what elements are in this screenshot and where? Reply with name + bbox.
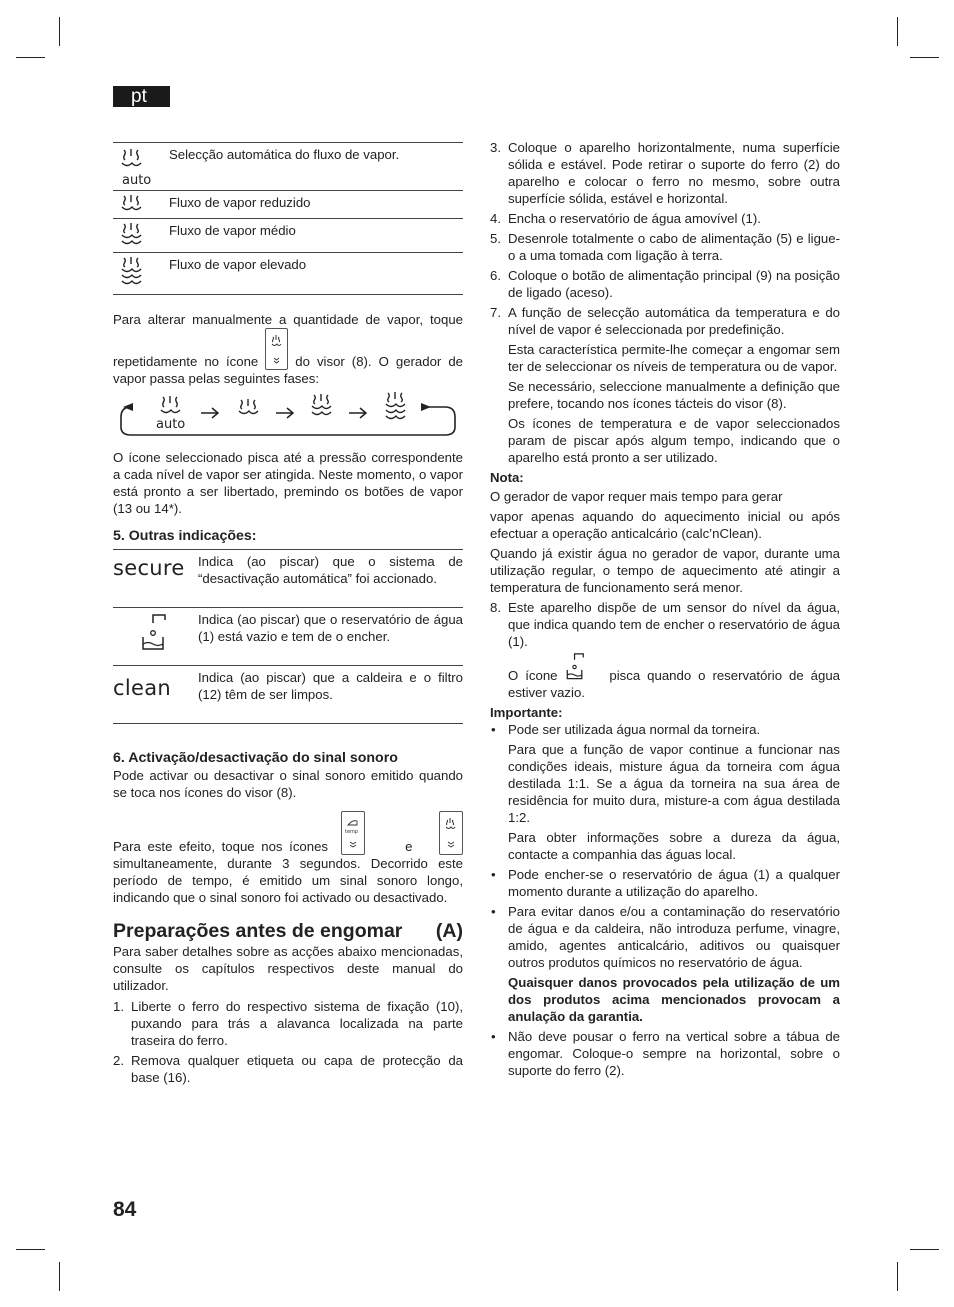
steam-medium-icon (312, 394, 331, 415)
table-cell: Fluxo de vapor médio (169, 219, 463, 253)
list-item: 4. Encha o reservatório de água amovível (1). (490, 211, 761, 226)
crop-mark (59, 1262, 60, 1291)
list-item: 8. Este aparelho dispõe de um sensor do nível da água, que indica quando tem de encher o reservatório de água (1). (490, 600, 840, 649)
sound-text-b: simultaneamente, durante 3 segundos. Decorrido este período de tempo, é emitido um sinal sonoro longo, indicando que o sinal sonoro foi activado ou desactivado. (113, 856, 463, 905)
secure-icon: secure (113, 556, 185, 580)
step8-text-a: O ícone (508, 668, 558, 683)
water-tank-icon (564, 651, 588, 683)
steam-high-icon (119, 256, 149, 288)
step7-sub-2: Se necessário, seleccione manualmente a definição que prefere, tocando nos ícones tácteis do visor (8). (508, 379, 840, 411)
table-cell: Selecção automática do fluxo de vapor. (169, 143, 463, 191)
importante-list-3 (490, 1028, 840, 1079)
nota-label: Nota: (490, 470, 524, 485)
steam-low-icon (239, 399, 258, 414)
crop-mark (897, 1262, 898, 1291)
list-item: 5. Desenrole totalmente o cabo de alimentação (5) e ligue-o a uma tomada com ligação à terra. (490, 231, 840, 263)
crop-mark (910, 1249, 939, 1250)
crop-mark (59, 17, 60, 46)
steam-auto-icon (156, 396, 185, 432)
steam-button-icon (439, 811, 463, 855)
b1-sub-1: Para que a função de vapor continue a funcionar nas condições ideais, misture água da torneira com água destilada 1:1. Se a água da torneira na sua área de residência for muito dura, misture-a com água destilada 1:2. (508, 742, 840, 825)
steam-button-icon (265, 328, 288, 370)
table-cell: Indica (ao piscar) que o reservatório de água (1) está vazio e tem de o encher. (198, 608, 463, 666)
importante-list (490, 721, 840, 738)
list-item: 1. Liberte o ferro do respectivo sistema de fixação (10), puxando para trás a alavanca localizada na parte traseira do ferro. (113, 999, 463, 1048)
table-row (113, 219, 463, 253)
steam-cycle-diagram (113, 389, 463, 445)
prep-title-ref: (A) (435, 920, 463, 942)
table-cell: Fluxo de vapor elevado (169, 253, 463, 295)
list-item: 6. Coloque o botão de alimentação principal (9) na posição de ligado (aceso). (490, 268, 840, 300)
right-column (490, 139, 840, 1082)
list-item: • Para evitar danos e/ou a contaminação do reservatório de água e da caldeira, não introduza perfume, vinagre, amido, agentes anticalcário, aditivos ou quaisquer outros produtos químicos no reservatório de água. (490, 903, 840, 971)
prep-title: Preparações antes de engomar (113, 920, 403, 942)
arrow-right-icon (201, 408, 218, 418)
table-cell: Indica (ao piscar) que o sistema de “desactivação automática” foi accionado. (198, 550, 463, 608)
auto-label: auto (156, 417, 186, 432)
nota-line-3: Quando já existir água no gerador de vapor, durante uma utilização regular, o tempo de aquecimento até atingir a temperatura de funcionamento será menor. (490, 546, 840, 595)
importante-label: Importante: (490, 705, 563, 720)
table-cell: Indica (ao piscar) que a caldeira e o filtro (12) têm de ser limpos. (198, 666, 463, 724)
list-item: • Pode encher-se o reservatório de água (1) a qualquer momento durante a utilização do aparelho. (490, 866, 840, 900)
step8-list (490, 599, 840, 650)
prep-intro: Para saber detalhes sobre as acções abaixo mencionadas, consulte os capítulos respectivos deste manual do utilizador. (113, 944, 463, 993)
auto-label: auto (122, 173, 152, 186)
nota-line-2: vapor apenas aquando do aquecimento inicial ou após efectuar a operação anticalcário (calc’nClean). (490, 509, 840, 541)
steam-high-icon (386, 392, 405, 419)
list-item: • Pode ser utilizada água normal da torneira. (490, 721, 840, 738)
section-title-other: 5. Outras indicações: (113, 528, 257, 544)
nota-line-1: O gerador de vapor requer mais tempo para gerar (490, 489, 783, 504)
crop-mark (897, 17, 898, 46)
steam-blink-paragraph: O ícone seleccionado pisca até a pressão correspondente a cada nível de vapor ser atingida. Neste momento, o vapor está pronto a ser libertado, premindo os botões de vapor (13 ou 14*). (113, 450, 463, 516)
table-row (113, 143, 463, 191)
crop-mark (16, 57, 45, 58)
other-indications-table (113, 549, 463, 724)
arrow-right-icon (349, 408, 366, 418)
svg-text:temp: temp (345, 829, 359, 835)
sound-paragraph-2 (113, 811, 463, 906)
left-column (113, 142, 463, 1089)
step7-sub-3: Os ícones de temperatura e de vapor seleccionados param de piscar após algum tempo, indicando que o aparelho está pronto a ser utilizado. (508, 416, 840, 465)
section-title-sound: 6. Activação/desactivação do sinal sonoro (113, 750, 398, 766)
step7-sub-1: Esta característica permite-lhe começar a engomar sem ter de seleccionar os níveis de temperatura ou de vapor. (508, 342, 840, 374)
temp-button-icon (341, 811, 365, 855)
table-row (113, 550, 463, 608)
language-tab: pt (113, 86, 170, 107)
crop-mark (910, 57, 939, 58)
steam-level-table (113, 142, 463, 295)
prep-steps-right (490, 139, 840, 338)
importante-list-2 (490, 866, 840, 971)
manual-steam-paragraph (113, 311, 463, 387)
sound-paragraph-1: Pode activar ou desactivar o sinal sonoro emitido quando se toca nos ícones do visor (8). (113, 768, 463, 800)
sound-text-a: Para este efeito, toque nos ícones (113, 839, 329, 854)
warranty-warning: Quaisquer danos provocados pela utilização de um dos produtos acima mencionados provocam a anulação da garantia. (508, 975, 840, 1024)
arrow-right-icon (276, 408, 293, 418)
step8-text-b: pisca quando o reservatório de água estiver vazio. (508, 668, 841, 700)
page-number: 84 (113, 1198, 137, 1221)
list-item: 7. A função de selecção automática da temperatura e do nível de vapor é seleccionada por predefinição. (490, 305, 840, 337)
section-title-prep (113, 920, 463, 942)
table-row (113, 253, 463, 295)
list-item: 3. Coloque o aparelho horizontalmente, numa superfície sólida e estável. Pode retirar o suporte do ferro (2) do aparelho e colocar o ferro no mesmo, sobre outra superfície sólida, estável e horizontal. (490, 140, 840, 206)
clean-icon: clean (113, 676, 171, 700)
table-cell: Fluxo de vapor reduzido (169, 191, 463, 219)
sound-text-and: e (405, 839, 413, 854)
steam-medium-icon (119, 222, 149, 248)
step8-icon-paragraph (490, 651, 840, 701)
table-row (113, 666, 463, 724)
manual-steam-text-a: Para alterar manualmente a quantidade de vapor, toque repetidamente no ícone (113, 312, 463, 369)
b1-sub-2: Para obter informações sobre a dureza da água, contacte a companhia das águas local. (508, 830, 840, 862)
table-row (113, 608, 463, 666)
water-tank-icon (139, 611, 171, 655)
list-item: 2. Remova qualquer etiqueta ou capa de protecção da base (16). (113, 1053, 463, 1085)
list-item: • Não deve pousar o ferro na vertical sobre a tábua de engomar. Coloque-o sempre na horizontal, sobre o suporte do ferro (2). (490, 1028, 840, 1079)
crop-mark (16, 1249, 45, 1250)
manual-steam-text-b: do visor (8). O gerador de vapor passa pelas seguintes fases: (113, 354, 463, 386)
prep-steps-left (113, 998, 463, 1086)
table-row (113, 191, 463, 219)
steam-low-icon (119, 194, 149, 214)
steam-auto-icon (119, 146, 155, 186)
